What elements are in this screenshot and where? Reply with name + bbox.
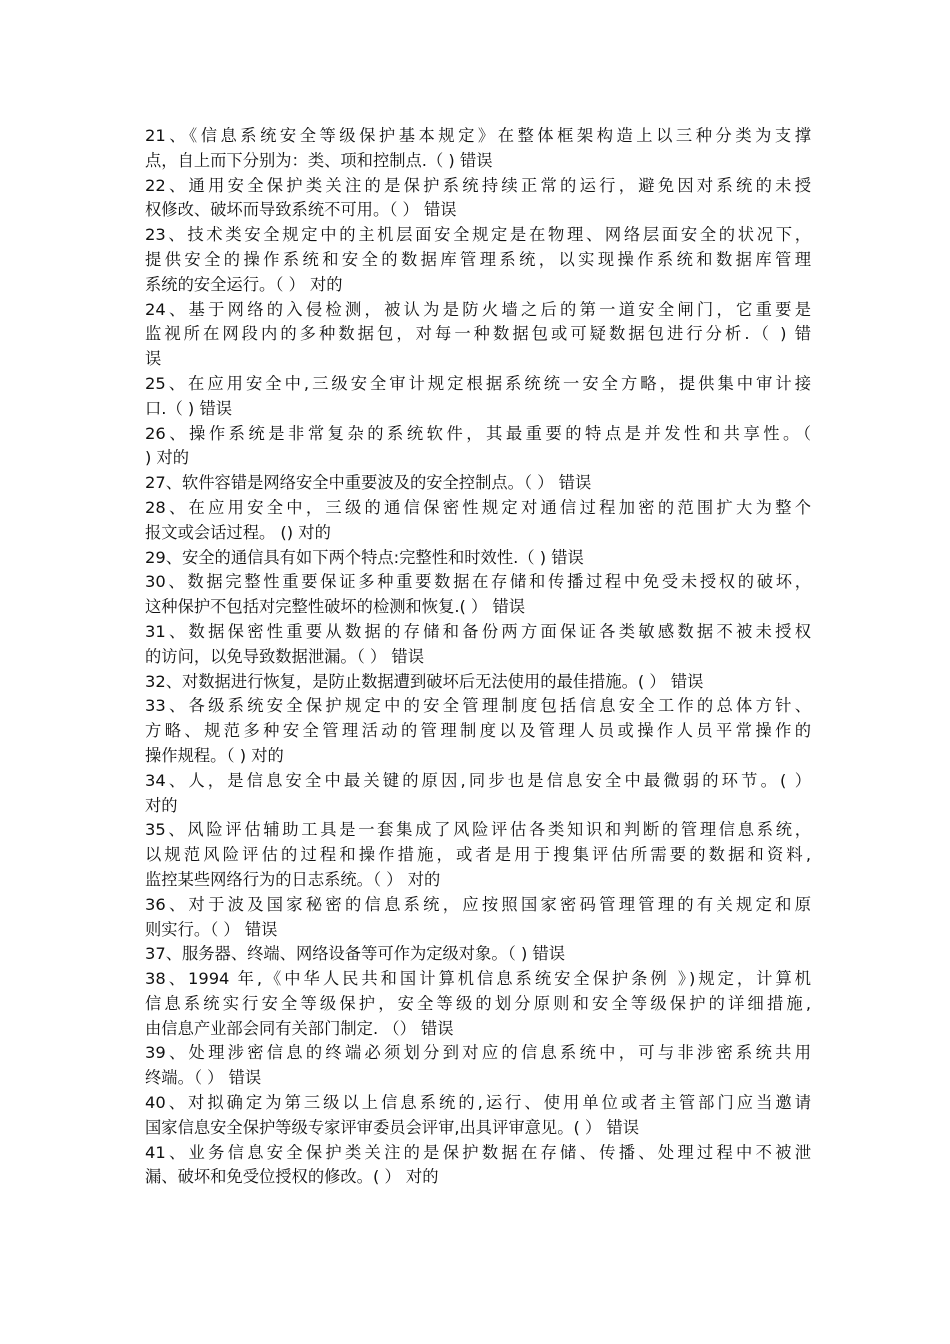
question-text-line: 37、服务器、终端、网络设备等可作为定级对象。（ ) 错误 — [145, 944, 566, 964]
question-text-line: 36、对于波及国家秘密的信息系统，应按照国家密码管理管理的有关规定和原 — [145, 894, 811, 914]
question-text-line: 32、对数据进行恢复，是防止数据遭到破坏后无法使用的最佳措施。( ） 错误 — [145, 671, 704, 691]
question-text-line: 21、《信息系统安全等级保护基本规定》在整体框架构造上以三种分类为支撑 — [145, 126, 811, 145]
question-item — [145, 967, 811, 1041]
question-item — [145, 942, 811, 967]
question-item — [145, 124, 811, 174]
question-text-line: 29、安全的通信具有如下两个特点:完整性和时效性.（ ) 错误 — [145, 547, 584, 567]
question-text-line: 25、在应用安全中,三级安全审计规定根据系统统一安全方略，提供集中审计接 — [145, 373, 811, 393]
question-item — [145, 174, 811, 224]
question-text-line: 操作规程。（ ) 对的 — [145, 745, 284, 765]
question-item — [145, 694, 811, 768]
question-item — [145, 422, 811, 472]
question-text-line: 28、在应用安全中，三级的通信保密性规定对通信过程加密的范围扩大为整个 — [145, 497, 811, 517]
question-item — [145, 670, 811, 695]
question-text-line: 监控某些网络行为的日志系统。（ ） 对的 — [145, 869, 441, 889]
question-text-line: 误 — [145, 349, 162, 369]
question-text-line: 漏、破坏和免受位授权的修改。( ） 对的 — [145, 1167, 439, 1187]
question-text-line: ) 对的 — [145, 448, 190, 468]
question-text-line: 终端。（ ） 错误 — [145, 1068, 262, 1088]
question-text-line: 27、软件容错是网络安全中重要波及的安全控制点。（ ） 错误 — [145, 473, 592, 493]
question-item — [145, 496, 811, 546]
question-text-line: 点，自上而下分别为：类、项和控制点.（ ) 错误 — [145, 150, 493, 170]
question-text-line: 33、各级系统安全保护规定中的安全管理制度包括信息安全工作的总体方针、 — [145, 696, 811, 716]
question-text-line: 以规范风险评估的过程和操作措施，或者是用于搜集评估所需要的数据和资料, — [145, 845, 811, 865]
question-text-line: 则实行。（ ） 错误 — [145, 919, 278, 939]
question-text-line: 23、技术类安全规定中的主机层面安全规定是在物理、网络层面安全的状况下， — [145, 225, 811, 245]
question-item — [145, 546, 811, 571]
question-text-line: 口.（ ) 错误 — [145, 398, 233, 418]
question-text-line: 方略、规范多种安全管理活动的管理制度以及管理人员或操作人员平常操作的 — [145, 721, 811, 741]
question-item — [145, 1141, 811, 1191]
question-text-line: 39、处理涉密信息的终端必须划分到对应的信息系统中，可与非涉密系统共用 — [145, 1043, 811, 1063]
question-list — [145, 124, 811, 1190]
question-text-line: 监视所在网段内的多种数据包，对每一种数据包或可疑数据包进行分析.（ ) 错 — [145, 324, 811, 344]
question-item — [145, 1041, 811, 1091]
question-item — [145, 223, 811, 297]
question-text-line: 22、通用安全保护类关注的是保护系统持续正常的运行，避免因对系统的未授 — [145, 175, 811, 195]
question-text-line: 41、业务信息安全保护类关注的是保护数据在存储、传播、处理过程中不被泄 — [145, 1142, 811, 1162]
question-item — [145, 471, 811, 496]
question-text-line: 38、1994 年,《中华人民共和国计算机信息系统安全保护条例 》)规定，计算机 — [145, 969, 811, 989]
question-item — [145, 372, 811, 422]
question-text-line: 30、数据完整性重要保证多种重要数据在存储和传播过程中免受未授权的破坏， — [145, 572, 811, 592]
question-text-line: 信息系统实行安全等级保护，安全等级的划分原则和安全等级保护的详细措施, — [145, 993, 811, 1013]
question-item — [145, 620, 811, 670]
question-text-line: 35、风险评估辅助工具是一套集成了风险评估各类知识和判断的管理信息系统， — [145, 820, 811, 840]
question-item — [145, 818, 811, 892]
question-item — [145, 570, 811, 620]
question-text-line: 系统的安全运行。（ ） 对的 — [145, 274, 343, 294]
question-text-line: 31、数据保密性重要从数据的存储和备份两方面保证各类敏感数据不被未授权 — [145, 621, 811, 641]
question-text-line: 权修改、破坏而导致系统不可用。（ ） 错误 — [145, 200, 457, 220]
question-text-line: 的访问，以免导致数据泄漏。（ ） 错误 — [145, 646, 424, 666]
question-text-line: 由信息产业部会同有关部门制定. （） 错误 — [145, 1018, 454, 1038]
question-text-line: 24、基于网络的入侵检测，被认为是防火墙之后的第一道安全闸门，它重要是 — [145, 299, 811, 319]
question-text-line: 国家信息安全保护等级专家评审委员会评审,出具评审意见。( ） 错误 — [145, 1117, 640, 1137]
question-item — [145, 893, 811, 943]
question-item — [145, 298, 811, 372]
question-item — [145, 769, 811, 819]
question-text-line: 34、人，是信息安全中最关键的原因,同步也是信息安全中最微弱的环节。( ） — [145, 770, 811, 790]
question-text-line: 提供安全的操作系统和安全的数据库管理系统，以实现操作系统和数据库管理 — [145, 249, 811, 269]
question-text-line: 这种保护不包括对完整性破坏的检测和恢复.( ） 错误 — [145, 597, 526, 617]
question-text-line: 对的 — [145, 795, 178, 815]
question-text-line: 40、对拟确定为第三级以上信息系统的,运行、使用单位或者主管部门应当邀请 — [145, 1093, 811, 1113]
question-text-line: 26、操作系统是非常复杂的系统软件，其最重要的特点是并发性和共享性。（ — [145, 423, 811, 443]
question-text-line: 报文或会话过程。 () 对的 — [145, 522, 331, 542]
question-item — [145, 1091, 811, 1141]
